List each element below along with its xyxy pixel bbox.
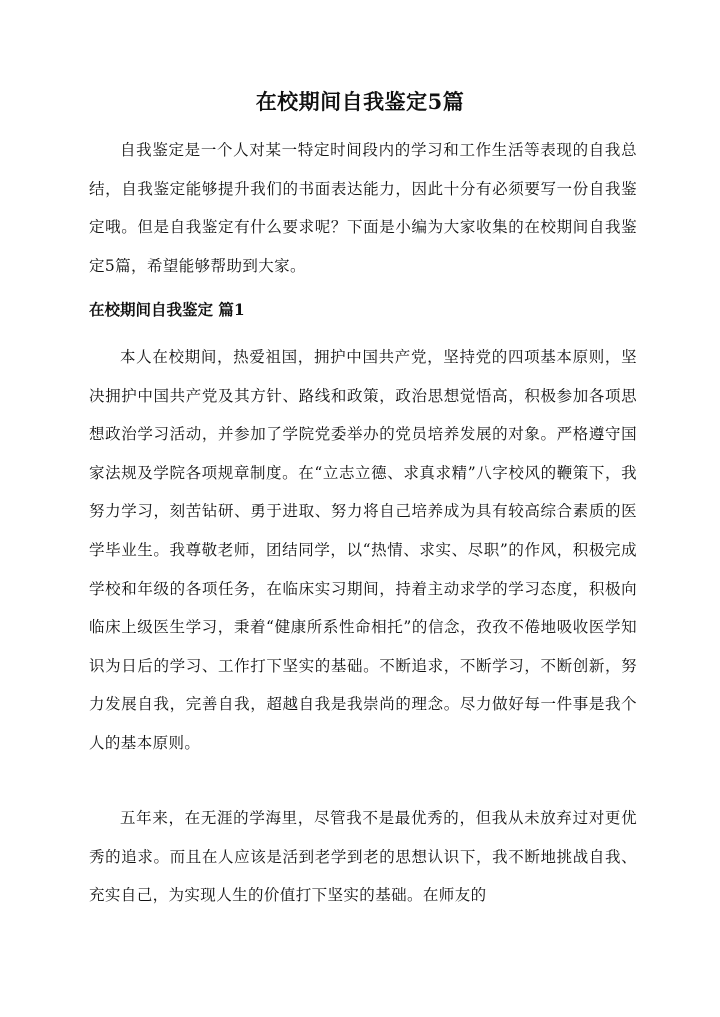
section-body-2: [89, 799, 637, 915]
intro-section: [89, 131, 637, 285]
document-title: 在校期间自我鉴定5篇: [255, 89, 465, 114]
section-body-1: [89, 338, 637, 763]
section-heading: 在校期间自我鉴定 篇1: [89, 300, 245, 319]
body-paragraph-1: 本人在校期间，热爱祖国，拥护中国共产党，坚持党的四项基本原则，坚决拥护中国共产党及其方针、路线和政策，政治思想觉悟高，积极参加各项思想政治学习活动，并参加了学院党委举办的党员培养发展的对象。严格遵守国家法规及学院各项规章制度。在“立志立德、求真求精”八字校风的鞭策下，我努力学习，刻苦钻研、勇于进取、努力将自己培养成为具有较高综合素质的医学毕业生。我尊敬老师，团结同学，以“热情、求实、尽职”的作风，积极完成学校和年级的各项任务，在临床实习期间，持着主动求学的学习态度，积极向临床上级医生学习，秉着“健康所系性命相托”的信念，孜孜不倦地吸收医学知识为日后的学习、工作打下坚实的基础。不断追求，不断学习，不断创新，努力发展自我，完善自我，超越自我是我崇尚的理念。尽力做好每一件事是我个人的基本原则。: [89, 348, 637, 752]
intro-paragraph: 自我鉴定是一个人对某一特定时间段内的学习和工作生活等表现的自我总结，自我鉴定能够提升我们的书面表达能力，因此十分有必须要写一份自我鉴定哦。但是自我鉴定有什么要求呢？下面是小编为大家收集的在校期间自我鉴定5篇，希望能够帮助到大家。: [89, 141, 637, 275]
body-paragraph-2: 五年来，在无涯的学海里，尽管我不是最优秀的，但我从未放弃过对更优秀的追求。而且在人应该是活到老学到老的思想认识下，我不断地挑战自我、充实自己，为实现人生的价值打下坚实的基础。在师友的: [89, 809, 637, 905]
